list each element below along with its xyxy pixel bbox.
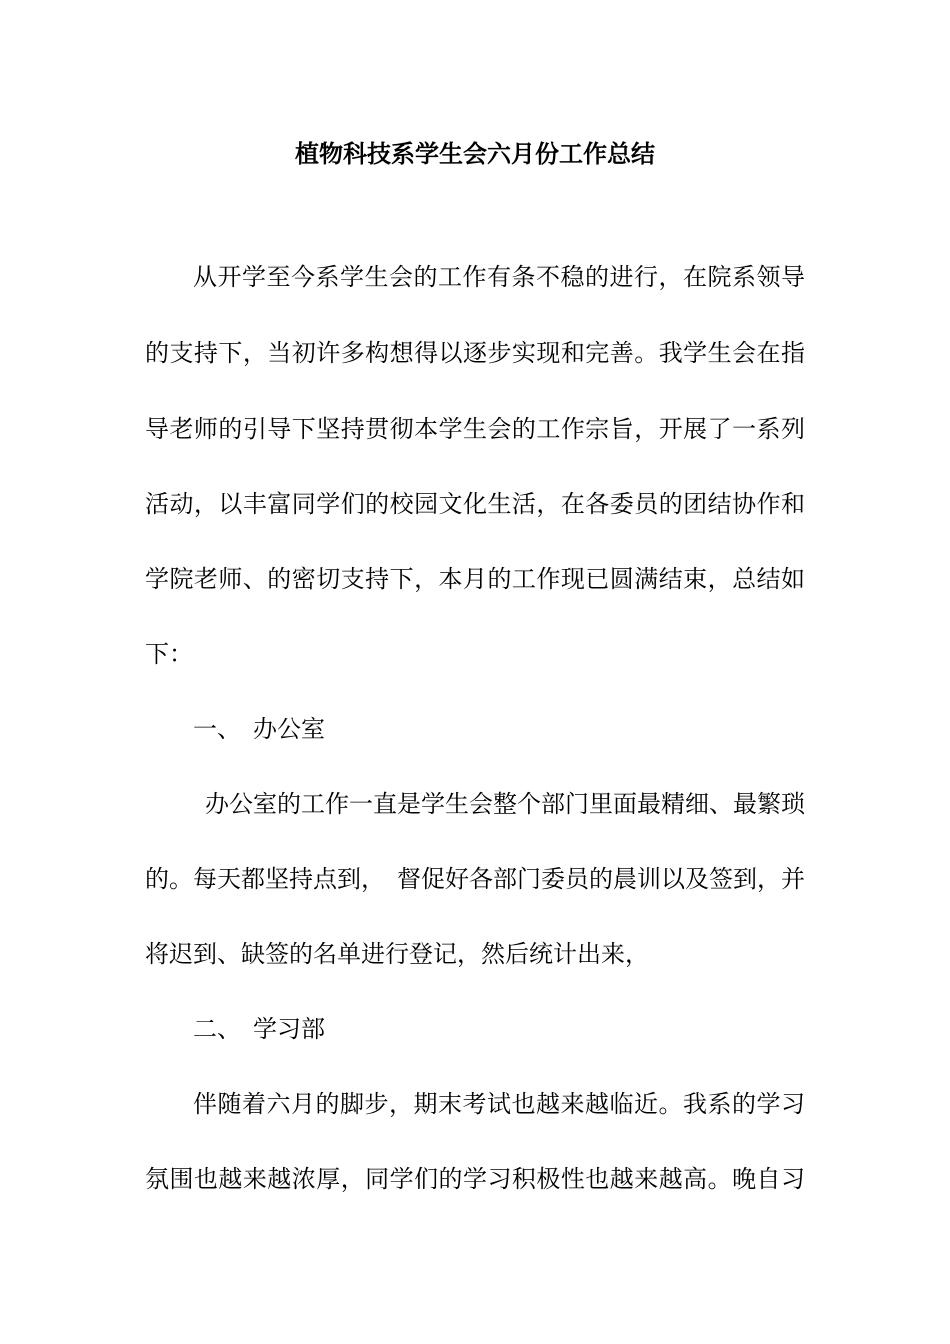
paragraph-line: 活动，以丰富同学们的校园文化生活，在各委员的团结协作和 — [145, 490, 805, 518]
paragraph-line: 从开学至今系学生会的工作有条不稳的进行，在院系领导 — [193, 263, 805, 291]
section-heading-office: 一、 办公室 — [193, 715, 325, 743]
document-title: 植物科技系学生会六月份工作总结 — [295, 139, 655, 168]
paragraph-line: 的。每天都坚持点到， 督促好各部门委员的晨训以及签到，并 — [145, 865, 805, 893]
section-heading-study: 二、 学习部 — [193, 1015, 325, 1043]
paragraph-line: 氛围也越来越浓厚，同学们的学习积极性也越来越高。晚自习 — [145, 1165, 805, 1193]
paragraph-line: 将迟到、缺签的名单进行登记，然后统计出来， — [145, 940, 649, 968]
paragraph-line: 的支持下，当初许多构想得以逐步实现和完善。我学生会在指 — [145, 339, 805, 367]
paragraph-line: 学院老师、的密切支持下，本月的工作现已圆满结束，总结如 — [145, 565, 805, 593]
paragraph-line: 伴随着六月的脚步，期末考试也越来越临近。我系的学习 — [193, 1090, 805, 1118]
paragraph-line: 导老师的引导下坚持贯彻本学生会的工作宗旨，开展了一系列 — [145, 415, 805, 443]
paragraph-line: 下： — [145, 640, 193, 668]
paragraph-line: 办公室的工作一直是学生会整个部门里面最精细、最繁琐 — [205, 790, 805, 818]
